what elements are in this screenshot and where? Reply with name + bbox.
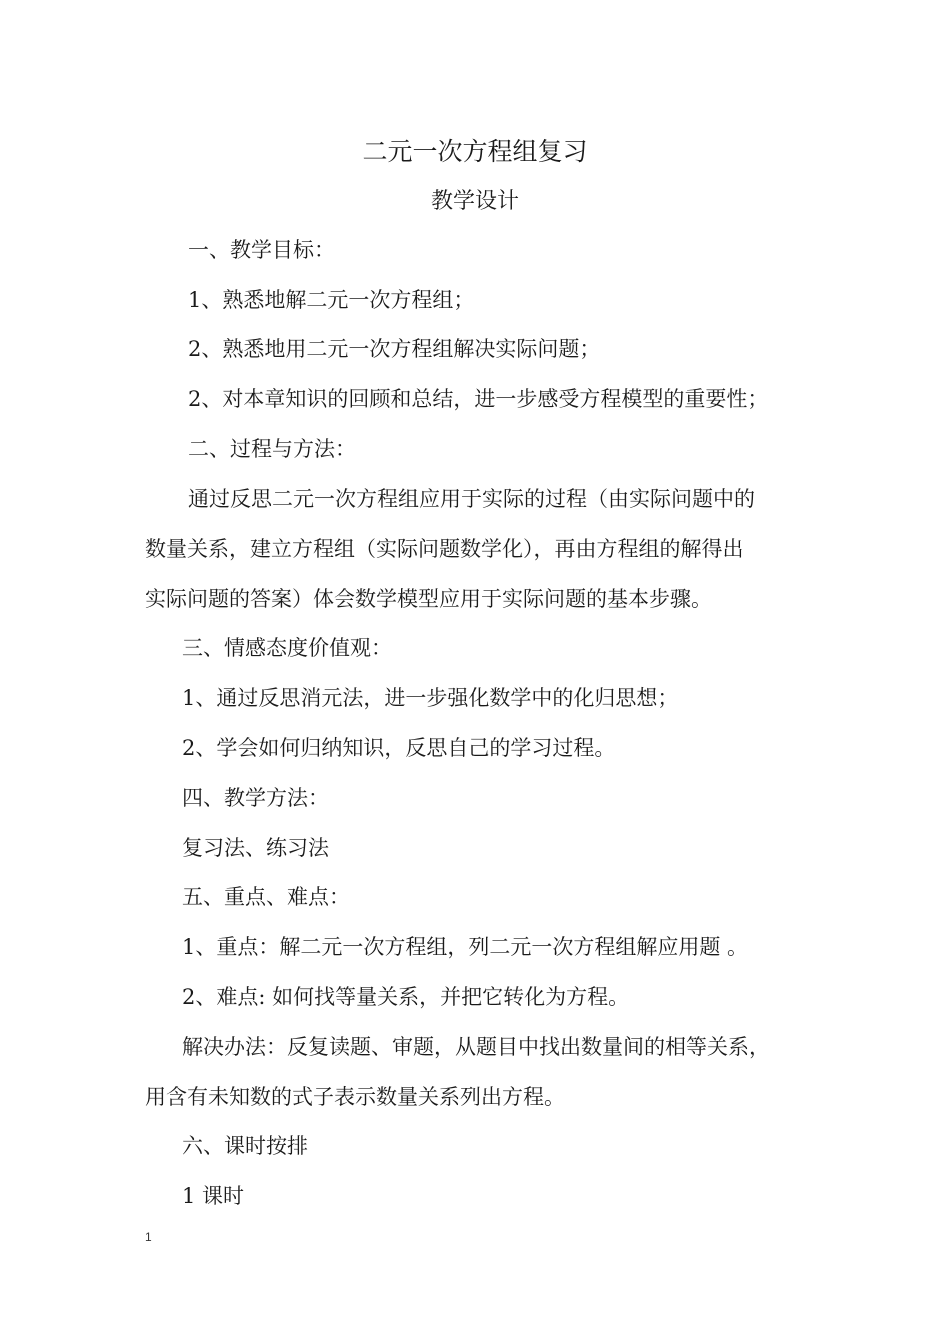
text-line: 1、熟悉地解二元一次方程组； [188,288,475,312]
section-heading-methods: 四、教学方法： [182,786,329,810]
text-line: 通过反思二元一次方程组应用于实际的过程（由实际问题中的 [188,487,755,511]
text-line: 用含有未知数的式子表示数量关系列出方程。 [145,1085,565,1109]
text-line: 数量关系，建立方程组（实际问题数学化），再由方程组的解得出 [145,537,744,561]
text-line: 2、对本章知识的回顾和总结，进一步感受方程模型的重要性； [188,387,769,411]
text-line: 复习法、练习法 [182,836,329,860]
section-heading-process: 二、过程与方法： [188,437,356,461]
text-line: 2、难点: 如何找等量关系，并把它转化为方程。 [182,985,630,1009]
text-line: 2、学会如何归纳知识，反思自己的学习过程。 [182,736,616,760]
page-number: 1 [145,1230,152,1244]
text-line: 2、熟悉地用二元一次方程组解决实际问题； [188,337,601,361]
document-title: 二元一次方程组复习 [362,137,588,166]
section-heading-objectives: 一、教学目标： [188,238,335,262]
document-subtitle: 教学设计 [430,189,519,214]
text-line: 1、重点：解二元一次方程组，列二元一次方程组解应用题 。 [182,935,749,959]
text-line: 解决办法：反复读题、审题，从题目中找出数量间的相等关系， [182,1035,770,1059]
section-heading-key-points: 五、重点、难点： [182,885,350,909]
text-line: 1、通过反思消元法，进一步强化数学中的化归思想； [182,686,679,710]
text-line: 实际问题的答案）体会数学模型应用于实际问题的基本步骤。 [145,587,712,611]
text-line: 1 课时 [182,1184,245,1208]
section-heading-values: 三、情感态度价值观： [182,636,392,660]
section-heading-schedule: 六、课时按排 [182,1134,308,1158]
